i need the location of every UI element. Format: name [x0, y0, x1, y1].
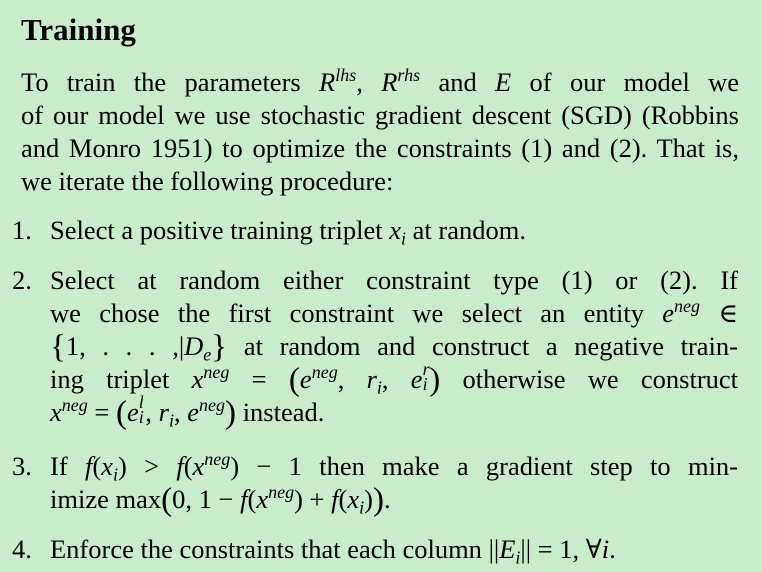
step-2-number: 2.: [12, 265, 32, 295]
intro-text-rest: of our model we use stochastic gradient descent (SGD) (Robbins and Monro 1951) to optimize the constraints (1) and (2). That is, we iterate the following procedure:: [21, 100, 739, 196]
step-4-text: Enforce the constraints that each column $||E_i|| = 1$, ∀i.: [50, 534, 616, 568]
step-4-number: 4.: [12, 534, 32, 564]
step-3-number: 3.: [12, 451, 32, 481]
intro-paragraph: [21, 66, 739, 198]
section-title: Training: [21, 12, 136, 47]
step-3-text: If $f(x_i) > f(x^{neg}) - 1$ then make a gradient step to min- imize max(0, $1 - f(x^{neg}) + f(x_i)$).: [50, 449, 739, 518]
intro-line-1: To train the parameters $R^{lhs}$, $R^{rhs}$ and E of our model we: [21, 65, 740, 97]
step-1-number: 1.: [12, 215, 32, 245]
step-2-text: Select at random either constraint type (1) or (2). If we chose the first constraint we select an entity $e^{neg}$ ∈ {1, . . . $,|D_e$} at random and construct a negative train- ing triplet $x^{neg} = (e^{neg}$, $r_i$, e r i ) otherwise we construct $x^{neg} = (e$ l i , $r_i$, $e^{neg}$) instead.: [50, 265, 739, 431]
step-1-text: Select a positive training triplet $x_i$ at random.: [50, 215, 526, 249]
